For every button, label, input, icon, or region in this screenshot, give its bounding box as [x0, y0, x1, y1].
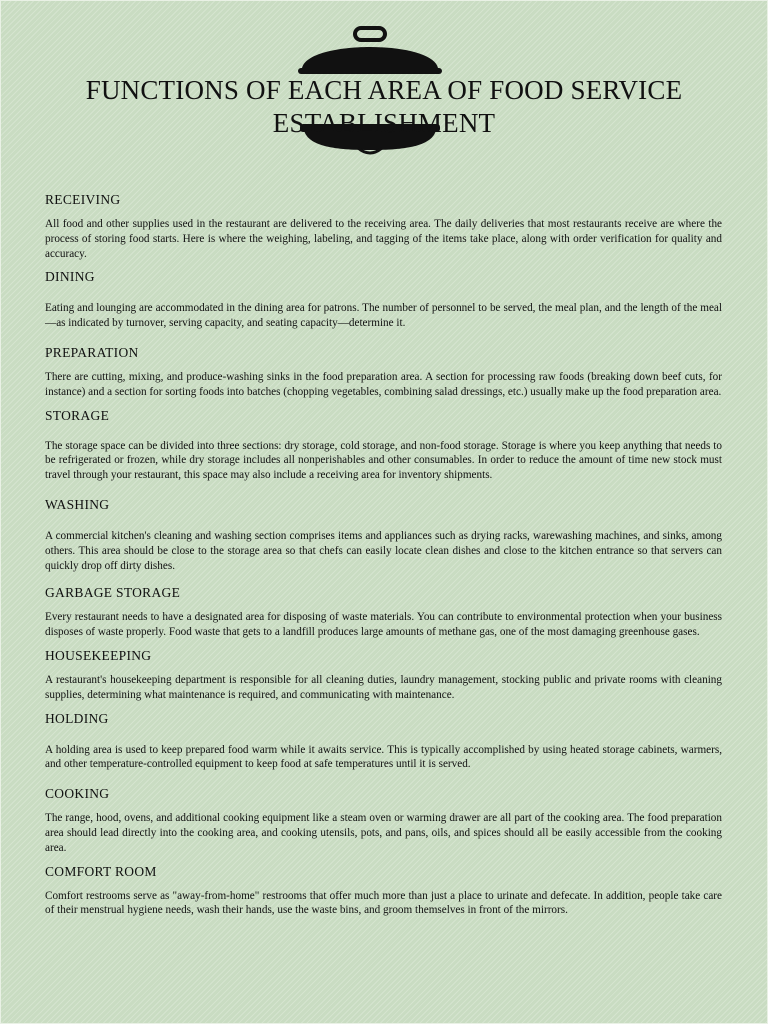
section-body: A commercial kitchen's cleaning and washing section comprises items and appliances such as drying racks, warewashing machines, and sinks, among others. This area should be close to the storage area so that chefs can easily locate clean dishes and close to the kitchen entrance so that servers can quickly drop off dirty dishes.: [45, 529, 722, 572]
section-heading: WASHING: [45, 496, 110, 512]
section-body: Comfort restrooms serve as "away-from-home" restrooms that offer much more than just a place to urinate and defecate. In addition, people take care of their menstrual hygiene needs, wash their hands, use the waste bins, and groom themselves in front of the mirrors.: [45, 889, 722, 917]
section-body: Eating and lounging are accommodated in the dining area for patrons. The number of personnel to be served, the meal plan, and the length of the meal—as indicated by turnover, serving capacity, and seating capacity—determine it.: [45, 302, 722, 330]
section-heading: HOUSEKEEPING: [45, 647, 152, 663]
section-body: A restaurant's housekeeping department is responsible for all cleaning duties, laundry management, stocking public and private rooms with cleaning supplies, determining what maintenance is required, and communicating with maintenance.: [45, 673, 722, 701]
section-body: The storage space can be divided into three sections: dry storage, cold storage, and non-food storage. Storage is where you keep anything that needs to be refrigerated or frozen, while dry storage includes all nonperishables and other consumables. In order to reduce the amount of time new stock must travel through your restaurant, this space may also include a receiving area for inventory shipments.: [45, 439, 722, 482]
section-heading: COMFORT ROOM: [45, 863, 157, 879]
section-heading: PREPARATION: [45, 344, 139, 360]
section-comfort-room: [45, 864, 722, 919]
section-body: There are cutting, mixing, and produce-washing sinks in the food preparation area. A section for processing raw foods (breaking down beef cuts, for instance) and a section for sorting foods into batches (chopping vegetables, combining salad dressings, etc.) usually make up the food preparation area.: [45, 370, 722, 398]
section-washing: [45, 497, 722, 573]
page-title: FUNCTIONS OF EACH AREA OF FOOD SERVICE ESTABLISHMENT: [85, 75, 683, 138]
section-garbage-storage: [45, 585, 722, 640]
section-housekeeping: [45, 648, 722, 703]
section-storage: [45, 408, 722, 483]
sections-list: [45, 192, 722, 918]
section-preparation: [45, 345, 722, 400]
section-heading: STORAGE: [45, 407, 110, 423]
section-heading: DINING: [45, 269, 95, 285]
section-receiving: [45, 192, 722, 261]
section-heading: GARBAGE STORAGE: [45, 585, 181, 601]
section-body: Every restaurant needs to have a designated area for disposing of waste materials. You can contribute to environmental protection when your business disposes of waste properly. Food waste that gets to a landfill produces large amounts of methane gas, one of the most damaging greenhouse gases.: [45, 611, 722, 639]
section-body: All food and other supplies used in the restaurant are delivered to the receiving area. The daily deliveries that most restaurants receive are where the process of storing food starts. Here is where the weighing, labeling, and tagging of the items take place, along with order verification for quality and accuracy.: [45, 218, 722, 260]
section-heading: HOLDING: [45, 710, 109, 726]
section-heading: RECEIVING: [45, 192, 121, 207]
section-holding: [45, 711, 722, 773]
section-body: A holding area is used to keep prepared food warm while it awaits service. This is typically accomplished by using heated storage cabinets, warmers, and other temperature-controlled equipment to keep food at safe temperatures until it is served.: [45, 743, 722, 771]
section-heading: COOKING: [45, 786, 110, 802]
section-dining: [45, 269, 722, 331]
section-cooking: [45, 786, 722, 855]
section-body: The range, hood, ovens, and additional cooking equipment like a steam oven or warming drawer are all part of the cooking area. The food preparation area should lead directly into the cooking area, and cooking utensils, pots, and pans, oils, and spices should all be easily accessible from the cooking area.: [45, 812, 722, 854]
